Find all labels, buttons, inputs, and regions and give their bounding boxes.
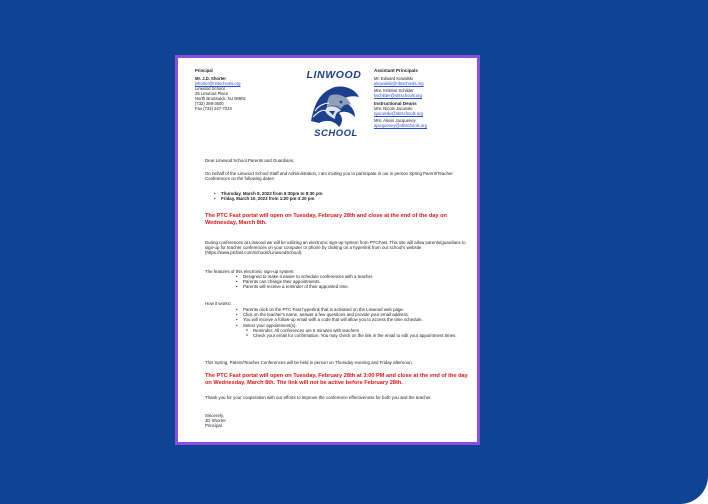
- list-item: o Reminder: All conferences are 5 minutes with teachers: [244, 328, 474, 333]
- school-name: Linwood School: [195, 85, 225, 91]
- signature-block: [205, 413, 473, 429]
- letter-document: [175, 55, 480, 445]
- assistant-principal-2-email-link[interactable]: kschilder@nbtschools.org: [374, 93, 423, 98]
- logo-wordmark-bottom: SCHOOL: [314, 128, 358, 139]
- list-item: • Friday, March 10, 2023 from 1:20 pm-3:20 pm: [212, 196, 452, 201]
- list-item: • Parents can change their appointments.: [234, 279, 464, 284]
- school-street: 25 Linwood Place: [195, 90, 229, 96]
- intro-paragraph: On behalf of the Linwood School Staff and Administration, I am inviting you to participate in our in person Spring Parent/Teacher Conferences on the following dates:: [205, 171, 453, 182]
- how-it-works-steps: [234, 307, 474, 338]
- assistant-principal-1-name: Mr. Edward Kowalski: [374, 75, 413, 81]
- school-phone: (732) 289-3600: [195, 100, 224, 106]
- list-item: • Parents click on the PTC Fast hyperlink that is activated on the Linwood web page.: [234, 307, 474, 312]
- portal-notice-first: The PTC Fast portal will open on Tuesday, February 28th and close at the end of the day on Wednesday, March 8th.: [205, 213, 447, 226]
- list-item: • Thursday, March 9, 2023 from 6:30pm to 8:30 pm: [212, 191, 452, 196]
- principal-name: Mr. J.D. Shorter: [195, 75, 226, 81]
- spring-note: This Spring, Parent/Teacher Conferences will be held in person on Thursday evening and Friday afternoon.: [205, 360, 413, 365]
- salutation: Dear Linwood School Parents and Guardians,: [205, 158, 295, 163]
- portal-notice-second: The PTC Fast portal will open on Tuesday, February 28th at 3:00 PM and close at the end of the day on Wednesday, March 8th. The link will not be active before February 28th.: [205, 373, 468, 386]
- closing: Sincerely,: [205, 413, 224, 418]
- administration-contact-block: [374, 68, 474, 128]
- conference-dates-list: [212, 191, 452, 201]
- assistant-principal-1-email-link[interactable]: ekowalski@nbtschools.org: [374, 80, 424, 86]
- list-item: • Parents will receive a reminder of their appointed time.: [234, 284, 464, 289]
- lion-mascot-logo-icon: [305, 81, 365, 129]
- list-item: • Click on the teacher's name, answer a few questions and provide your email address.: [234, 312, 474, 317]
- signer-title: Principal: [205, 423, 222, 429]
- list-item: • Designed to make it easier to schedule conferences with a teacher.: [234, 274, 464, 279]
- dean-1-name: Mrs. Nicole Jacunski: [374, 105, 413, 111]
- principal-label: Principal: [195, 68, 213, 73]
- school-fax: Fax (732) 247-7033: [195, 105, 232, 111]
- dean-2-email-link[interactable]: ajacqueney@nbtschools.org: [374, 123, 427, 128]
- features-intro: The features of this electronic sign-up system:: [205, 269, 295, 274]
- assistant-principal-2-name: Mrs. Kristine Schilder: [374, 88, 414, 93]
- school-city: North Brunswick, NJ 08902: [195, 95, 246, 101]
- list-item: • You will receive a follow-up email with a code that will allow you to access the time schedule.: [234, 317, 474, 322]
- signup-paragraph: During conferences at Linwood we will be utilizing an electronic sign-up system from PTCFast. This site will allow parents/guardians to sign-up for teacher conferences on your computer or phone by clicking on a hyperlink from our school's website (https://www.ptcfast.com/schools/LinwoodSchool).: [205, 240, 466, 256]
- features-list: [234, 274, 464, 290]
- assistant-principals-label: Assistant Principals: [374, 68, 418, 73]
- instructional-deans-label: Instructional Deans: [374, 100, 417, 106]
- list-item: o Check your email for confirmation. You may check on the link in the email to edit your appointment times.: [244, 333, 474, 338]
- principal-email-link[interactable]: jshorter@nbtschools.org: [195, 80, 241, 86]
- logo-wordmark-top: LINWOOD: [306, 69, 362, 81]
- how-it-works-intro: How it works:: [205, 301, 232, 306]
- dean-2-name: Mrs. Alexis Jacqueney: [374, 118, 416, 123]
- dean-1-email-link[interactable]: njacunski@nbtschools.org: [374, 110, 423, 116]
- list-item: • Select your appointment(s).: [234, 323, 474, 328]
- thanks-paragraph: Thank you for your cooperation with our efforts to improve the conference effectiveness for both you and the teacher.: [205, 395, 432, 400]
- principal-contact-block: [195, 68, 287, 111]
- signer-name: JD Shorter: [205, 418, 226, 424]
